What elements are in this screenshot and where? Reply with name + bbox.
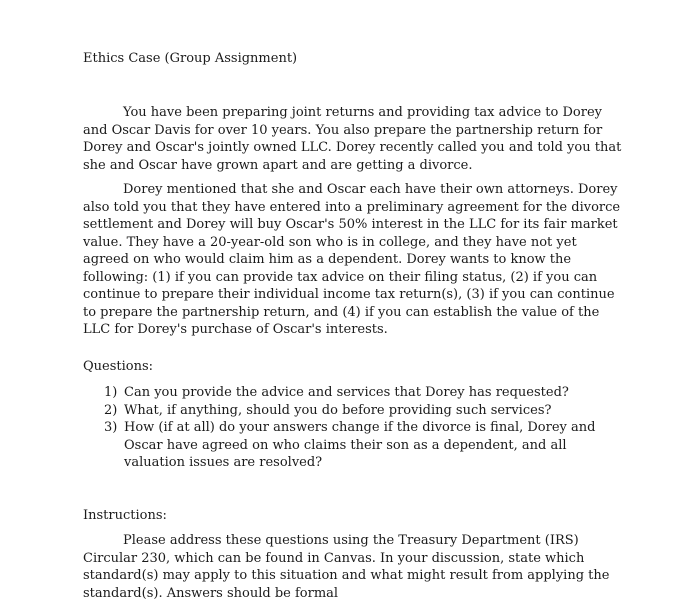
questions-list [104, 384, 624, 472]
document-title: Ethics Case (Group Assignment) [83, 51, 298, 66]
list-item [104, 402, 624, 420]
question-text: Can you provide the advice and services that Dorey has requested? [124, 385, 569, 400]
question-number: 1) [104, 385, 118, 400]
case-paragraph-1: You have been preparing joint returns and providing tax advice to Dorey and Oscar Davis for over 10 years. You also prepare the partnership return for Dorey and Oscar's jointly owned LLC. Dorey recently called you and told you that she and Oscar have grown apart and are getting a divorce. [83, 105, 622, 173]
instructions-heading: Instructions: [83, 508, 167, 523]
question-number: 2) [104, 402, 118, 418]
case-paragraph-2: Dorey mentioned that she and Oscar each have their own attorneys. Dorey also told you that they have entered into a preliminary agreement for the divorce settlement and Dorey will buy Oscar's 50% interest in the LLC for its fair market value. They have a 20-year-old son who is in college, and they have not yet agreed on who would claim him as a dependent. Dorey wants to know the following: (1) if you can provide tax advice on their filing status, (2) if you can continue to prepare their individual income tax return(s), (3) if you can continue to prepare the partnership return, and (4) if you can establish the value of the LLC for Dorey's purchase of Oscar's interests. [83, 182, 621, 337]
instructions-paragraph: Please address these questions using the Treasury Department (IRS) Circular 230, which can be found in Canvas. In your discussion, state which standard(s) may apply to this situation and what might result from applying the standard(s). Answers should be formal [83, 533, 610, 601]
question-text: What, if anything, should you do before providing such services? [124, 402, 552, 418]
question-text: How (if at all) do your answers change if the divorce is final, Dorey and Oscar have agreed on who claims their son as a dependent, and all valuation issues are resolved? [124, 420, 596, 470]
list-item [104, 419, 624, 472]
list-item [104, 384, 624, 402]
questions-heading: Questions: [83, 359, 154, 374]
question-number: 3) [104, 420, 118, 435]
